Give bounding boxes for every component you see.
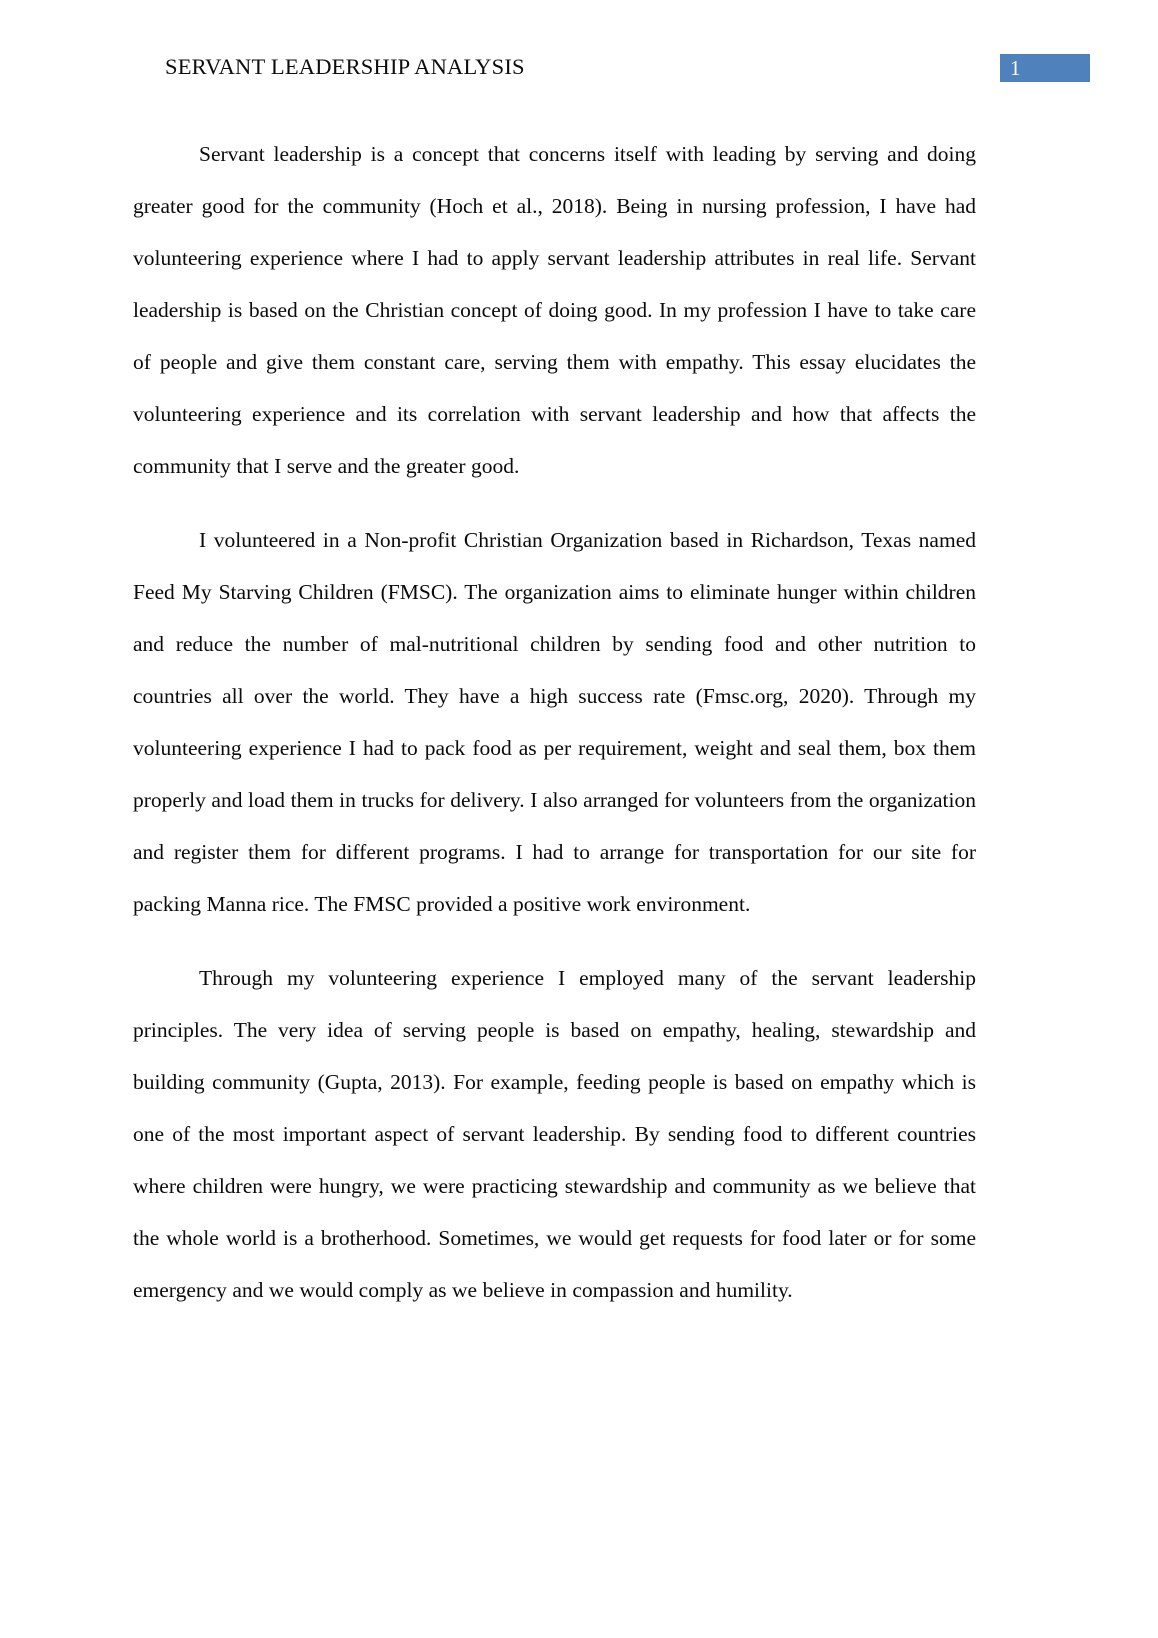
body-paragraph: Through my volunteering experience I employed many of the servant leadership principles. The very idea of serving people is based on empathy, healing, stewardship and building community (Gupta, 2013). For example, feeding people is based on empathy which is one of the most important aspect of servant leadership. By sending food to different countries where children were hungry, we were practicing stewardship and community as we believe that the whole world is a brotherhood. Sometimes, we would get requests for food later or for some emergency and we would comply as we believe in compassion and humility. xyxy=(133,966,976,1302)
body-paragraph: I volunteered in a Non-profit Christian Organization based in Richardson, Texas named Feed My Starving Children (FMSC). The organization aims to eliminate hunger within children and reduce the number of mal-nutritional children by sending food and other nutrition to countries all over the world. They have a high success rate (Fmsc.org, 2020). Through my volunteering experience I had to pack food as per requirement, weight and seal them, box them properly and load them in trucks for delivery. I also arranged for volunteers from the organization and register them for different programs. I had to arrange for transportation for our site for packing Manna rice. The FMSC provided a positive work environment. xyxy=(133,528,976,916)
body-text-column xyxy=(133,128,976,1316)
page-number: 1 xyxy=(1010,56,1021,80)
body-paragraph: Servant leadership is a concept that concerns itself with leading by serving and doing greater good for the community (Hoch et al., 2018). Being in nursing profession, I have had volunteering experience where I had to apply servant leadership attributes in real life. Servant leadership is based on the Christian concept of doing good. In my profession I have to take care of people and give them constant care, serving them with empathy. This essay elucidates the volunteering experience and its correlation with servant leadership and how that affects the community that I serve and the greater good. xyxy=(133,142,976,478)
running-header xyxy=(0,52,1158,86)
page-number-box xyxy=(1000,54,1090,82)
running-head-title: SERVANT LEADERSHIP ANALYSIS xyxy=(165,54,525,79)
